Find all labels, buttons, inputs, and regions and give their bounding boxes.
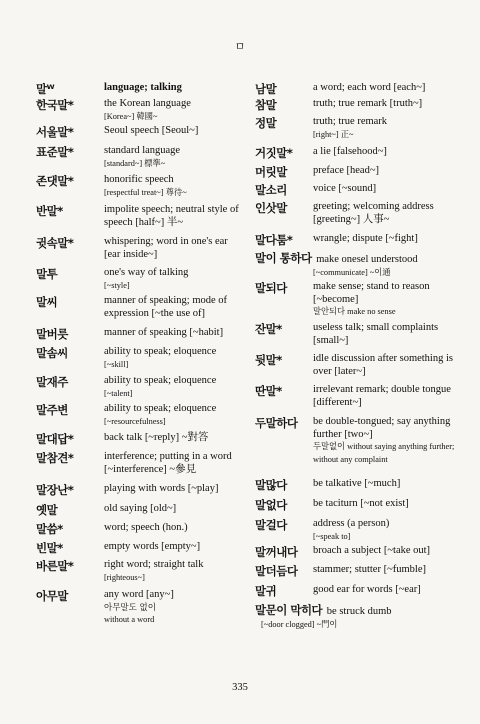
- dictionary-entry: [36, 375, 216, 400]
- dictionary-entry: [36, 589, 174, 627]
- dictionary-entry: [36, 145, 180, 170]
- dictionary-entry: [255, 165, 379, 179]
- entry-definition: honorific speech: [104, 174, 174, 185]
- entry-definition: be double-tongued; say anything further [two~]: [313, 416, 451, 440]
- dictionary-entry: [255, 384, 455, 409]
- entry-definition: greeting; welcoming address [greeting~] 人事~: [313, 201, 434, 225]
- entry-gloss: [~style]: [104, 280, 130, 290]
- entry-headword: 아무말: [36, 589, 68, 603]
- entry-headword: 딴말*: [255, 384, 282, 398]
- dictionary-entry: [255, 146, 387, 160]
- entry-headword: 인삿말: [255, 201, 287, 215]
- entry-example: 두말없이 without saying anything further; without any complaint: [313, 442, 455, 464]
- dictionary-entry: [36, 403, 216, 428]
- entry-headword: 귓속말*: [36, 236, 74, 250]
- dictionary-entry: [255, 251, 418, 279]
- entry-headword: 거짓말*: [255, 146, 293, 160]
- entry-headword: 뒷말*: [255, 353, 282, 367]
- dictionary-entry: [36, 82, 182, 96]
- dictionary-entry: [255, 183, 376, 197]
- dictionary-entry: [36, 483, 218, 497]
- dictionary-entry: [255, 322, 455, 347]
- entry-definition: standard language: [104, 145, 181, 156]
- dictionary-entry: [255, 498, 409, 512]
- entry-definition: right word; straight talk: [104, 559, 204, 570]
- dictionary-entry: [36, 451, 246, 476]
- entry-headword: 말문이 막히다: [255, 603, 323, 617]
- dictionary-entry: [255, 584, 421, 598]
- entry-definition: the Korean language: [104, 98, 191, 109]
- entry-gloss: [righteous~]: [104, 572, 145, 582]
- entry-headword: 참말: [255, 98, 277, 112]
- dictionary-entry: [36, 541, 200, 555]
- entry-headword: 말주변: [36, 403, 68, 417]
- page-number: 335: [232, 682, 248, 693]
- dictionary-entry: [36, 559, 203, 584]
- entry-definition: impolite speech; neutral style of speech [half~] 半~: [104, 204, 239, 228]
- entry-definition: voice [~sound]: [313, 183, 377, 194]
- entry-headword: 말걸다: [255, 518, 287, 532]
- entry-headword: 말씨: [36, 295, 58, 309]
- entry-definition: ability to speak; eloquence: [104, 375, 217, 386]
- entry-headword: 한국말*: [36, 98, 74, 112]
- entry-headword: 말솜씨: [36, 346, 68, 360]
- entry-headword: 잔말*: [255, 322, 282, 336]
- entry-headword: 빈말*: [36, 541, 63, 555]
- dictionary-entry: [36, 522, 188, 536]
- entry-headword: 두말하다: [255, 416, 298, 430]
- entry-definition: any word [any~]: [104, 589, 174, 600]
- entry-headword: 표준말*: [36, 145, 74, 159]
- entry-headword: 말되다: [255, 281, 287, 295]
- entry-gloss: [respectful treat~] 尊待~: [104, 187, 187, 197]
- entry-headword: 말꺼내다: [255, 545, 298, 559]
- entry-definition: truth; true remark: [313, 116, 388, 127]
- entry-definition: address (a person): [313, 518, 390, 529]
- dictionary-entry: [36, 204, 246, 229]
- dictionary-entry: [255, 545, 430, 559]
- entry-gloss: [~skill]: [104, 359, 129, 369]
- entry-definition: playing with words [~play]: [104, 483, 219, 494]
- entry-definition: good ear for words [~ear]: [313, 584, 421, 595]
- entry-definition: ability to speak; eloquence: [104, 403, 217, 414]
- entry-headword: 말더듬다: [255, 564, 298, 578]
- entry-example: 아무말도 없이: [104, 602, 156, 613]
- entry-gloss: [~communicate] ~이通: [313, 267, 391, 277]
- entry-headword: 옛말: [36, 503, 58, 517]
- entry-gloss: [Korea~] 韓國~: [104, 111, 158, 121]
- entry-headword: 말이 통하다: [255, 251, 312, 265]
- entry-definition: manner of speaking; mode of expression [~the use of]: [104, 295, 228, 319]
- dictionary-entry: [36, 327, 223, 341]
- dictionary-entry: [36, 503, 176, 517]
- entry-headword: 말장난*: [36, 483, 74, 497]
- entry-definition: language; talking: [104, 82, 182, 93]
- entry-gloss: [standard~] 標準~: [104, 158, 166, 168]
- entry-headword: 말다툼*: [255, 233, 293, 247]
- entry-headword: 정말: [255, 116, 277, 130]
- dictionary-entry: [36, 267, 188, 292]
- entry-gloss: [~speak to]: [313, 531, 351, 541]
- dictionary-entry: [255, 564, 426, 578]
- entry-definition: be taciturn [~not exist]: [313, 498, 409, 509]
- entry-definition: empty words [empty~]: [104, 541, 201, 552]
- entry-definition: make onesel understood: [316, 254, 418, 265]
- dictionary-entry: [36, 295, 246, 320]
- dictionary-entry: [36, 125, 198, 139]
- entry-gloss: [~resourcefulness]: [104, 416, 166, 426]
- entry-example: 말안되다 make no sense: [313, 307, 396, 316]
- entry-definition: back talk [~reply] ~對答: [104, 432, 209, 443]
- entry-definition: be struck dumb: [326, 606, 392, 617]
- entry-definition: one's way of talking: [104, 267, 189, 278]
- entry-gloss: without a word: [104, 615, 155, 624]
- dictionary-entry: [255, 353, 455, 378]
- entry-headword: 반말*: [36, 204, 63, 218]
- entry-headword: 말투: [36, 267, 58, 281]
- entry-headword: 말대답*: [36, 432, 74, 446]
- entry-definition: wrangle; dispute [~fight]: [313, 233, 418, 244]
- entry-headword: 말없다: [255, 498, 287, 512]
- entry-definition: word; speech (hon.): [104, 522, 188, 533]
- entry-definition: a word; each word [each~]: [313, 82, 426, 93]
- dictionary-entry: [36, 98, 191, 123]
- entry-headword: 말참견*: [36, 451, 74, 465]
- entry-definition: broach a subject [~take out]: [313, 545, 431, 556]
- entry-definition: manner of speaking [~habit]: [104, 327, 224, 338]
- dictionary-entry: [255, 201, 455, 226]
- entry-gloss: [~door clogged] ~門이: [261, 619, 338, 629]
- dictionary-entry: [255, 233, 418, 247]
- entry-definition: be talkative [~much]: [313, 478, 401, 489]
- dictionary-entry: [255, 518, 389, 543]
- dictionary-entry: [255, 416, 455, 466]
- entry-definition: old saying [old~]: [104, 503, 177, 514]
- entry-headword: 서울말*: [36, 125, 74, 139]
- dictionary-entry: [36, 236, 246, 261]
- page-header: ㅁ: [234, 41, 246, 53]
- entry-headword: 말귀: [255, 584, 277, 598]
- entry-definition: ability to speak; eloquence: [104, 346, 217, 357]
- entry-headword: 남말: [255, 82, 277, 96]
- dictionary-entry: [255, 98, 422, 112]
- entry-definition: useless talk; small complaints [small~]: [313, 322, 439, 346]
- entry-definition: stammer; stutter [~fumble]: [313, 564, 426, 575]
- entry-definition: preface [head~]: [313, 165, 380, 176]
- entry-definition: truth; true remark [truth~]: [313, 98, 423, 109]
- entry-gloss: [~talent]: [104, 388, 133, 398]
- dictionary-entry: [255, 281, 455, 319]
- entry-headword: 말ᵂ: [36, 82, 55, 96]
- dictionary-entry: [255, 478, 400, 492]
- dictionary-entry: [255, 116, 387, 141]
- dictionary-entry: [255, 603, 392, 631]
- entry-headword: 바른말*: [36, 559, 74, 573]
- entry-definition: a lie [falsehood~]: [313, 146, 387, 157]
- entry-headword: 말재주: [36, 375, 68, 389]
- entry-gloss: [right~] 正~: [313, 129, 354, 139]
- entry-definition: interference; putting in a word [~interference] ~參見: [104, 451, 232, 475]
- dictionary-entry: [36, 432, 208, 446]
- entry-definition: whispering; word in one's ear [ear inside~]: [104, 236, 228, 260]
- entry-definition: irrelevant remark; double tongue [different~]: [313, 384, 451, 408]
- dictionary-entry: [36, 346, 216, 371]
- entry-headword: 머릿말: [255, 165, 287, 179]
- dictionary-entry: [36, 174, 187, 199]
- entry-headword: 말버릇: [36, 327, 68, 341]
- entry-headword: 말소리: [255, 183, 287, 197]
- entry-headword: 말많다: [255, 478, 287, 492]
- entry-headword: 말씀*: [36, 522, 63, 536]
- entry-definition: make sense; stand to reason [~become]: [313, 281, 430, 305]
- entry-headword: 존댓말*: [36, 174, 74, 188]
- entry-definition: idle discussion after something is over [later~]: [313, 353, 453, 377]
- entry-definition: Seoul speech [Seoul~]: [104, 125, 199, 136]
- dictionary-entry: [255, 82, 425, 96]
